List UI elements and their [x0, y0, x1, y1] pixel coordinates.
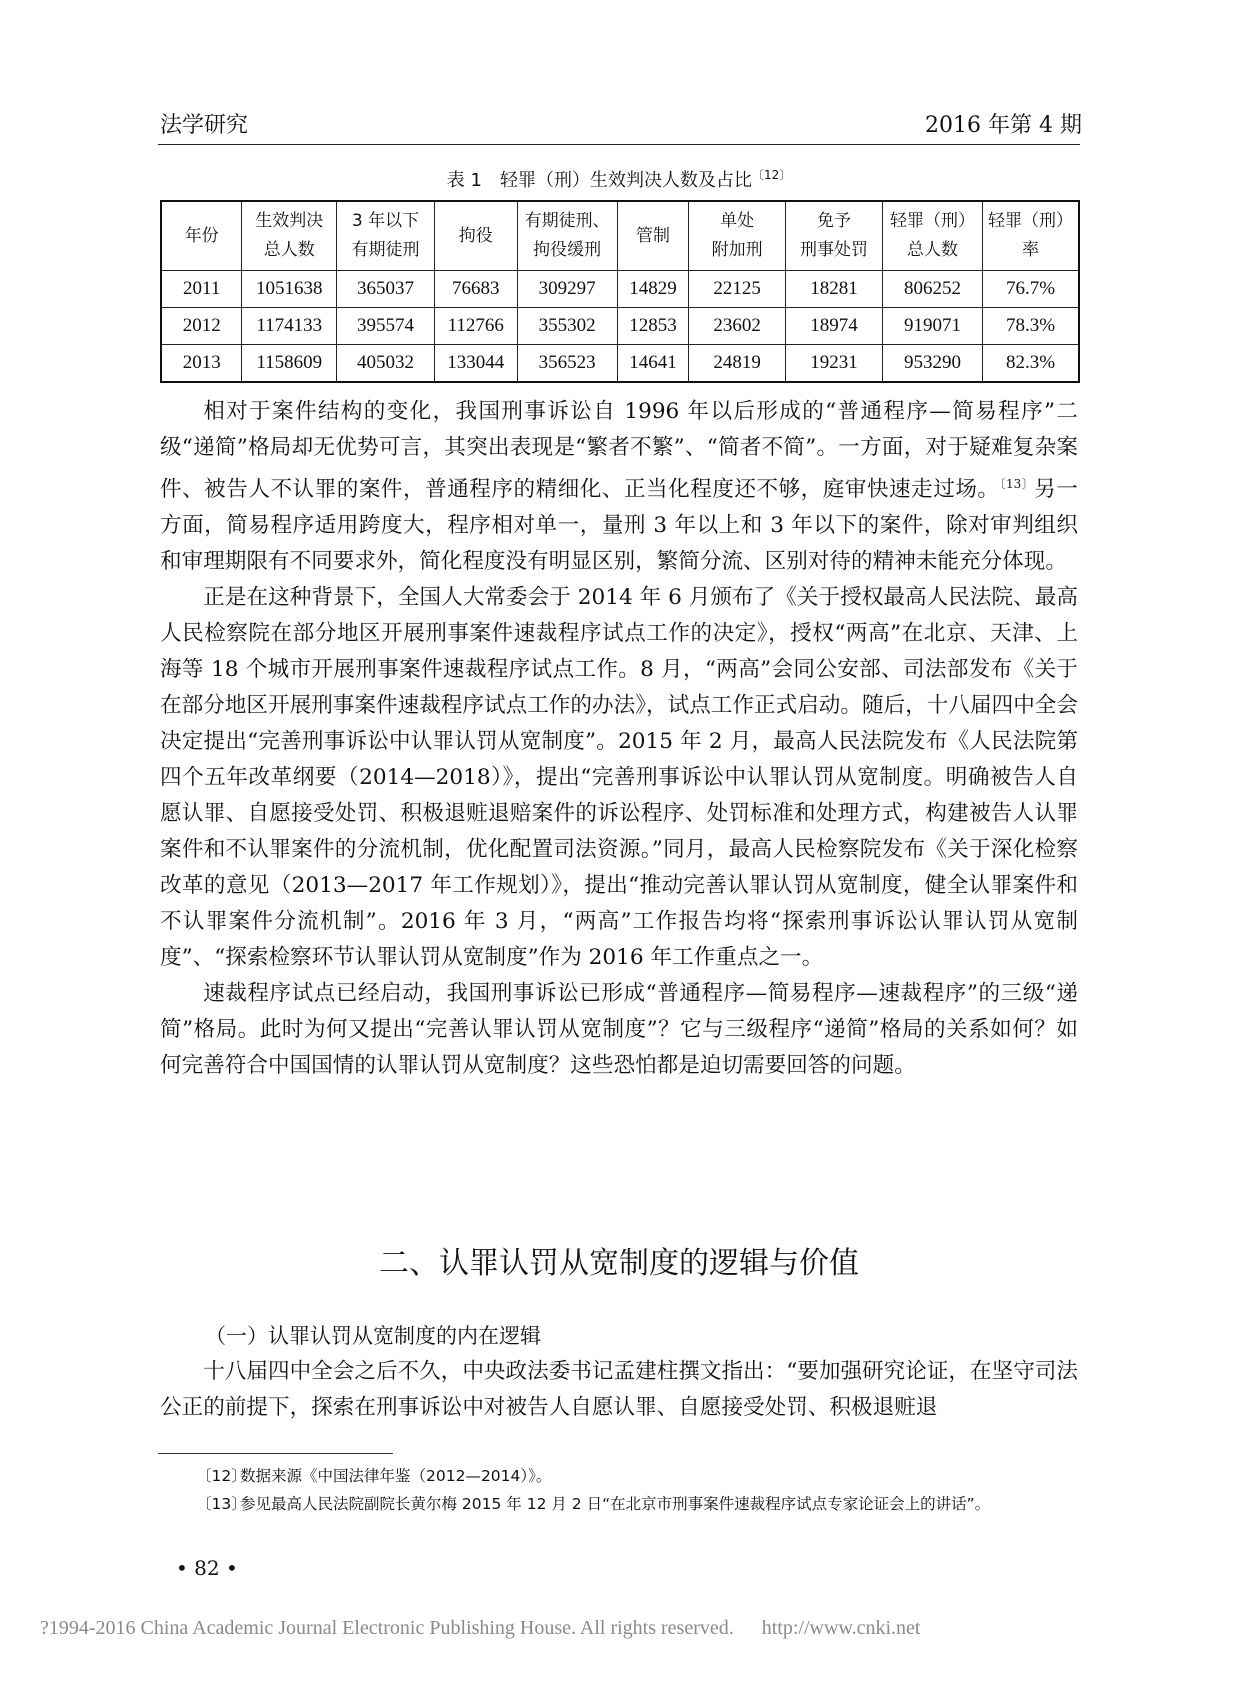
table-cell: 395574: [337, 308, 435, 345]
table-header-cell: 轻罪（刑） 总人数: [882, 201, 982, 271]
table-cell: 2013: [161, 345, 242, 383]
table-cell: 76.7%: [983, 271, 1079, 308]
table-header-cell: 管制: [617, 201, 689, 271]
table-cell: 18281: [786, 271, 883, 308]
paragraph-1: 相对于案件结构的变化，我国刑事诉讼自 1996 年以后形成的“普通程序—简易程序”二级“递简”格局却无优势可言，其突出表现是“繁者不繁”、“简者不简”。一方面，对于疑难复杂案件、被告人不认罪的案件，普通程序的精细化、正当化程度还不够，庭审快速走过场。$^{〔13〕}$另一方面，简易程序适用跨度大，程序相对单一，量刑 3 年以上和 3 年以下的案件，除对审判组织和审理期限有不同要求外，简化程度没有明显区别，繁简分流、区别对待的精神未能充分体现。: [160, 399, 1078, 575]
table-header-cell: 单处 附加刑: [689, 201, 786, 271]
subsection-title: （一）认罪认罚从宽制度的内在逻辑: [205, 1324, 541, 1348]
paragraph-3: 速裁程序试点已经启动，我国刑事诉讼已形成“普通程序—简易程序—速裁程序”的三级“递简”格局。此时为何又提出“完善认罪认罚从宽制度”？它与三级程序“递简”格局的关系如何？如何完善符合中国国情的认罪认罚从宽制度？这些恐怕都是迫切需要回答的问题。: [160, 981, 1078, 1079]
footnote-ref-13[interactable]: 〔13〕: [999, 477, 1035, 491]
section-title: 二、认罪认罚从宽制度的逻辑与价值: [379, 1246, 859, 1281]
footer-copyright: ?1994-2016 China Academic Journal Electronic Publishing House. All rights reserved. http://www.cnki.net: [40, 1617, 921, 1639]
table-cell: 356523: [517, 345, 617, 383]
table-cell: 82.3%: [983, 345, 1079, 383]
table-caption-ref: 〔12〕: [751, 168, 792, 182]
table-cell: 919071: [882, 308, 982, 345]
footnote-13: [196, 1492, 990, 1514]
footnote-number: 〔13〕: [196, 1495, 247, 1513]
table-cell: 1051638: [242, 271, 337, 308]
table-row: [161, 345, 1079, 383]
page-number: • 82 •: [176, 1556, 238, 1580]
table-cell: 24819: [689, 345, 786, 383]
table-cell: 76683: [435, 271, 518, 308]
table-row: [161, 271, 1079, 308]
table-cell: 953290: [882, 345, 982, 383]
table-cell: 78.3%: [983, 308, 1079, 345]
table-header-cell: 免予 刑事处罚: [786, 201, 883, 271]
table-cell: 22125: [689, 271, 786, 308]
footnote-text: 参见最高人民法院副院长黄尔梅 2015 年 12 月 2 日“在北京市刑事案件速裁程序试点专家论证会上的讲话”。: [240, 1495, 991, 1513]
table-cell: 14641: [617, 345, 689, 383]
table-cell: 806252: [882, 271, 982, 308]
table-header-cell: 拘役: [435, 201, 518, 271]
table-cell: 365037: [337, 271, 435, 308]
body-block-1: [160, 394, 1078, 1084]
table-cell: 133044: [435, 345, 518, 383]
table-cell: 2012: [161, 308, 242, 345]
footnote-12: [196, 1464, 551, 1486]
table-header-cell: 轻罪（刑） 率: [983, 201, 1079, 271]
table-cell: 23602: [689, 308, 786, 345]
table-row: [161, 308, 1079, 345]
table-cell: 14829: [617, 271, 689, 308]
table-cell: 112766: [435, 308, 518, 345]
footnote-text: 数据来源《中国法律年鉴（2012—2014）》。: [240, 1467, 552, 1485]
header-rule: [158, 144, 1080, 145]
table-cell: 12853: [617, 308, 689, 345]
body-block-2: [160, 1354, 1078, 1426]
table-cell: 2011: [161, 271, 242, 308]
table-header-cell: 年份: [161, 201, 242, 271]
table-caption: 表 1 轻罪（刑）生效判决人数及占比$^{〔12〕}$: [446, 168, 792, 191]
table-header-cell: 3 年以下 有期徒刑: [337, 201, 435, 271]
table-header-cell: 生效判决 总人数: [242, 201, 337, 271]
table-cell: 309297: [517, 271, 617, 308]
paragraph-2: 正是在这种背景下，全国人大常委会于 2014 年 6 月颁布了《关于授权最高人民法院、最高人民检察院在部分地区开展刑事案件速裁程序试点工作的决定》，授权“两高”在北京、天津、上海等 18 个城市开展刑事案件速裁程序试点工作。8 月，“两高”会同公安部、司法部发布《关于在部分地区开展刑事案件速裁程序试点工作的办法》，试点工作正式启动。随后，十八届四中全会决定提出“完善刑事诉讼中认罪认罚从宽制度”。2015 年 2 月，最高人民法院发布《人民法院第四个五年改革纲要（2014—2018）》，提出“完善刑事诉讼中认罪认罚从宽制度。明确被告人自愿认罪、自愿接受处罚、积极退赃退赔案件的诉讼程序、处罚标准和处理方式，构建被告人认罪案件和不认罪案件的分流机制，优化配置司法资源。”同月，最高人民检察院发布《关于深化检察改革的意见（2013—2017 年工作规划）》，提出“推动完善认罪认罚从宽制度，健全认罪案件和不认罪案件分流机制”。2016 年 3 月，“两高”工作报告均将“探索刑事诉讼认罪认罚从宽制度”、“探索检察环节认罪认罚从宽制度”作为 2016 年工作重点之一。: [160, 585, 1078, 971]
table-cell: 1174133: [242, 308, 337, 345]
table-cell: 355302: [517, 308, 617, 345]
data-table: [160, 200, 1080, 383]
issue-label: 2016 年第 4 期: [925, 113, 1082, 138]
table-cell: 1158609: [242, 345, 337, 383]
footnote-number: 〔12〕: [196, 1467, 247, 1485]
paragraph-4: 十八届四中全会之后不久，中央政法委书记孟建柱撰文指出：“要加强研究论证，在坚守司法公正的前提下，探索在刑事诉讼中对被告人自愿认罪、自愿接受处罚、积极退赃退: [160, 1359, 1078, 1420]
table-cell: 405032: [337, 345, 435, 383]
table-cell: 18974: [786, 308, 883, 345]
footer-url[interactable]: http://www.cnki.net: [761, 1617, 921, 1639]
table-cell: 19231: [786, 345, 883, 383]
table-header-cell: 有期徒刑、 拘役缓刑: [517, 201, 617, 271]
table-header-row: [161, 201, 1079, 271]
journal-name: 法学研究: [160, 113, 249, 138]
footnote-rule: [158, 1453, 393, 1454]
